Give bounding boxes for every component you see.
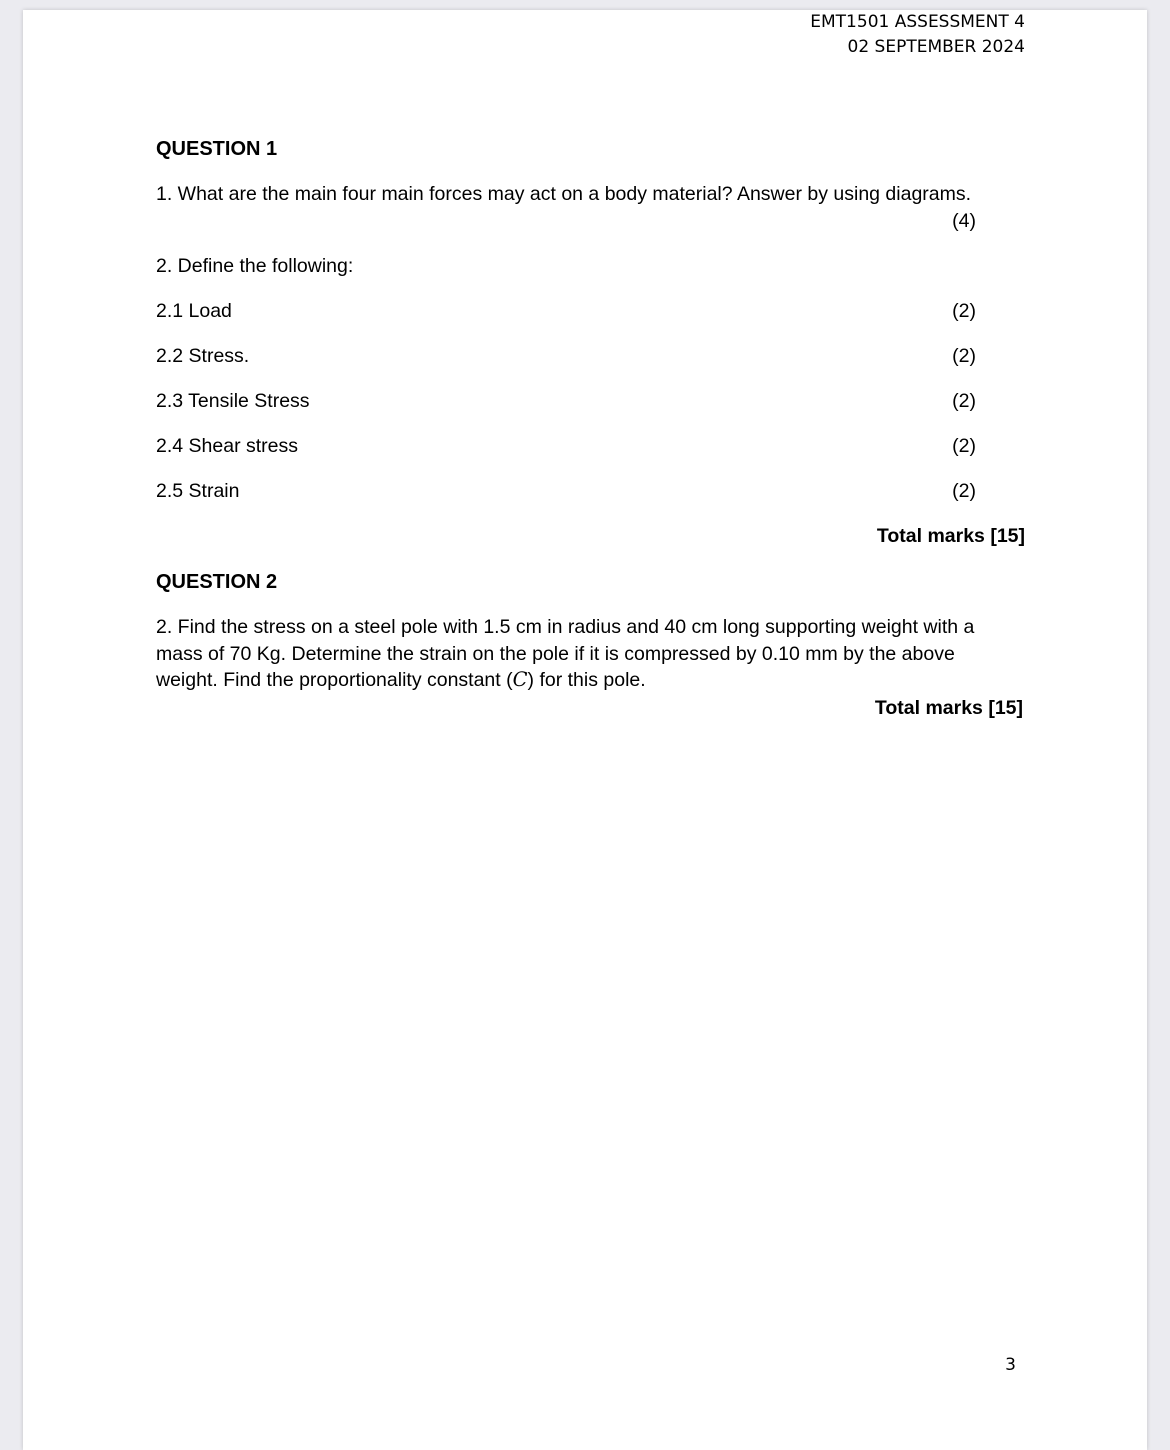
question-1-1-text: 1. What are the main four main forces may act on a body material? Answer by using diagrams. bbox=[156, 183, 972, 205]
question-1-title: QUESTION 1 bbox=[156, 138, 278, 160]
page-number: 3 bbox=[1005, 1355, 1016, 1375]
definition-item-strain: 2.5 Strain bbox=[156, 480, 240, 502]
question-2-title: QUESTION 2 bbox=[156, 571, 278, 593]
header-course: EMT1501 ASSESSMENT 4 bbox=[810, 12, 1025, 32]
definition-marks-load: (2) bbox=[952, 300, 976, 322]
definition-marks-tensile-stress: (2) bbox=[952, 390, 976, 412]
question-2-text-part1: 2. Find the stress on a steel pole with 1.5 cm in radius and 40 cm long supporting weight with a mass of 70 Kg. Determine the strain on the pole if it is compressed by 0.10 mm by the above weight. Find the proportionality constant ( bbox=[156, 616, 975, 691]
proportionality-constant-symbol: C bbox=[512, 668, 528, 691]
question-1-1-marks: (4) bbox=[952, 210, 976, 232]
header-date: 02 SEPTEMBER 2024 bbox=[847, 37, 1025, 57]
definition-marks-strain: (2) bbox=[952, 480, 976, 502]
definition-item-stress: 2.2 Stress. bbox=[156, 345, 250, 367]
question-2-text-part2: ) for this pole. bbox=[527, 669, 646, 691]
definition-marks-stress: (2) bbox=[952, 345, 976, 367]
question-1-2-intro: 2. Define the following: bbox=[156, 255, 354, 277]
question-2-total-marks: Total marks [15] bbox=[874, 697, 1023, 719]
definition-marks-shear-stress: (2) bbox=[952, 435, 976, 457]
definition-item-shear-stress: 2.4 Shear stress bbox=[156, 435, 298, 457]
question-2-text bbox=[156, 614, 1016, 694]
document-page bbox=[23, 10, 1147, 1450]
definition-item-tensile-stress: 2.3 Tensile Stress bbox=[156, 390, 310, 412]
question-1-total-marks: Total marks [15] bbox=[876, 525, 1025, 547]
definition-item-load: 2.1 Load bbox=[156, 300, 232, 322]
